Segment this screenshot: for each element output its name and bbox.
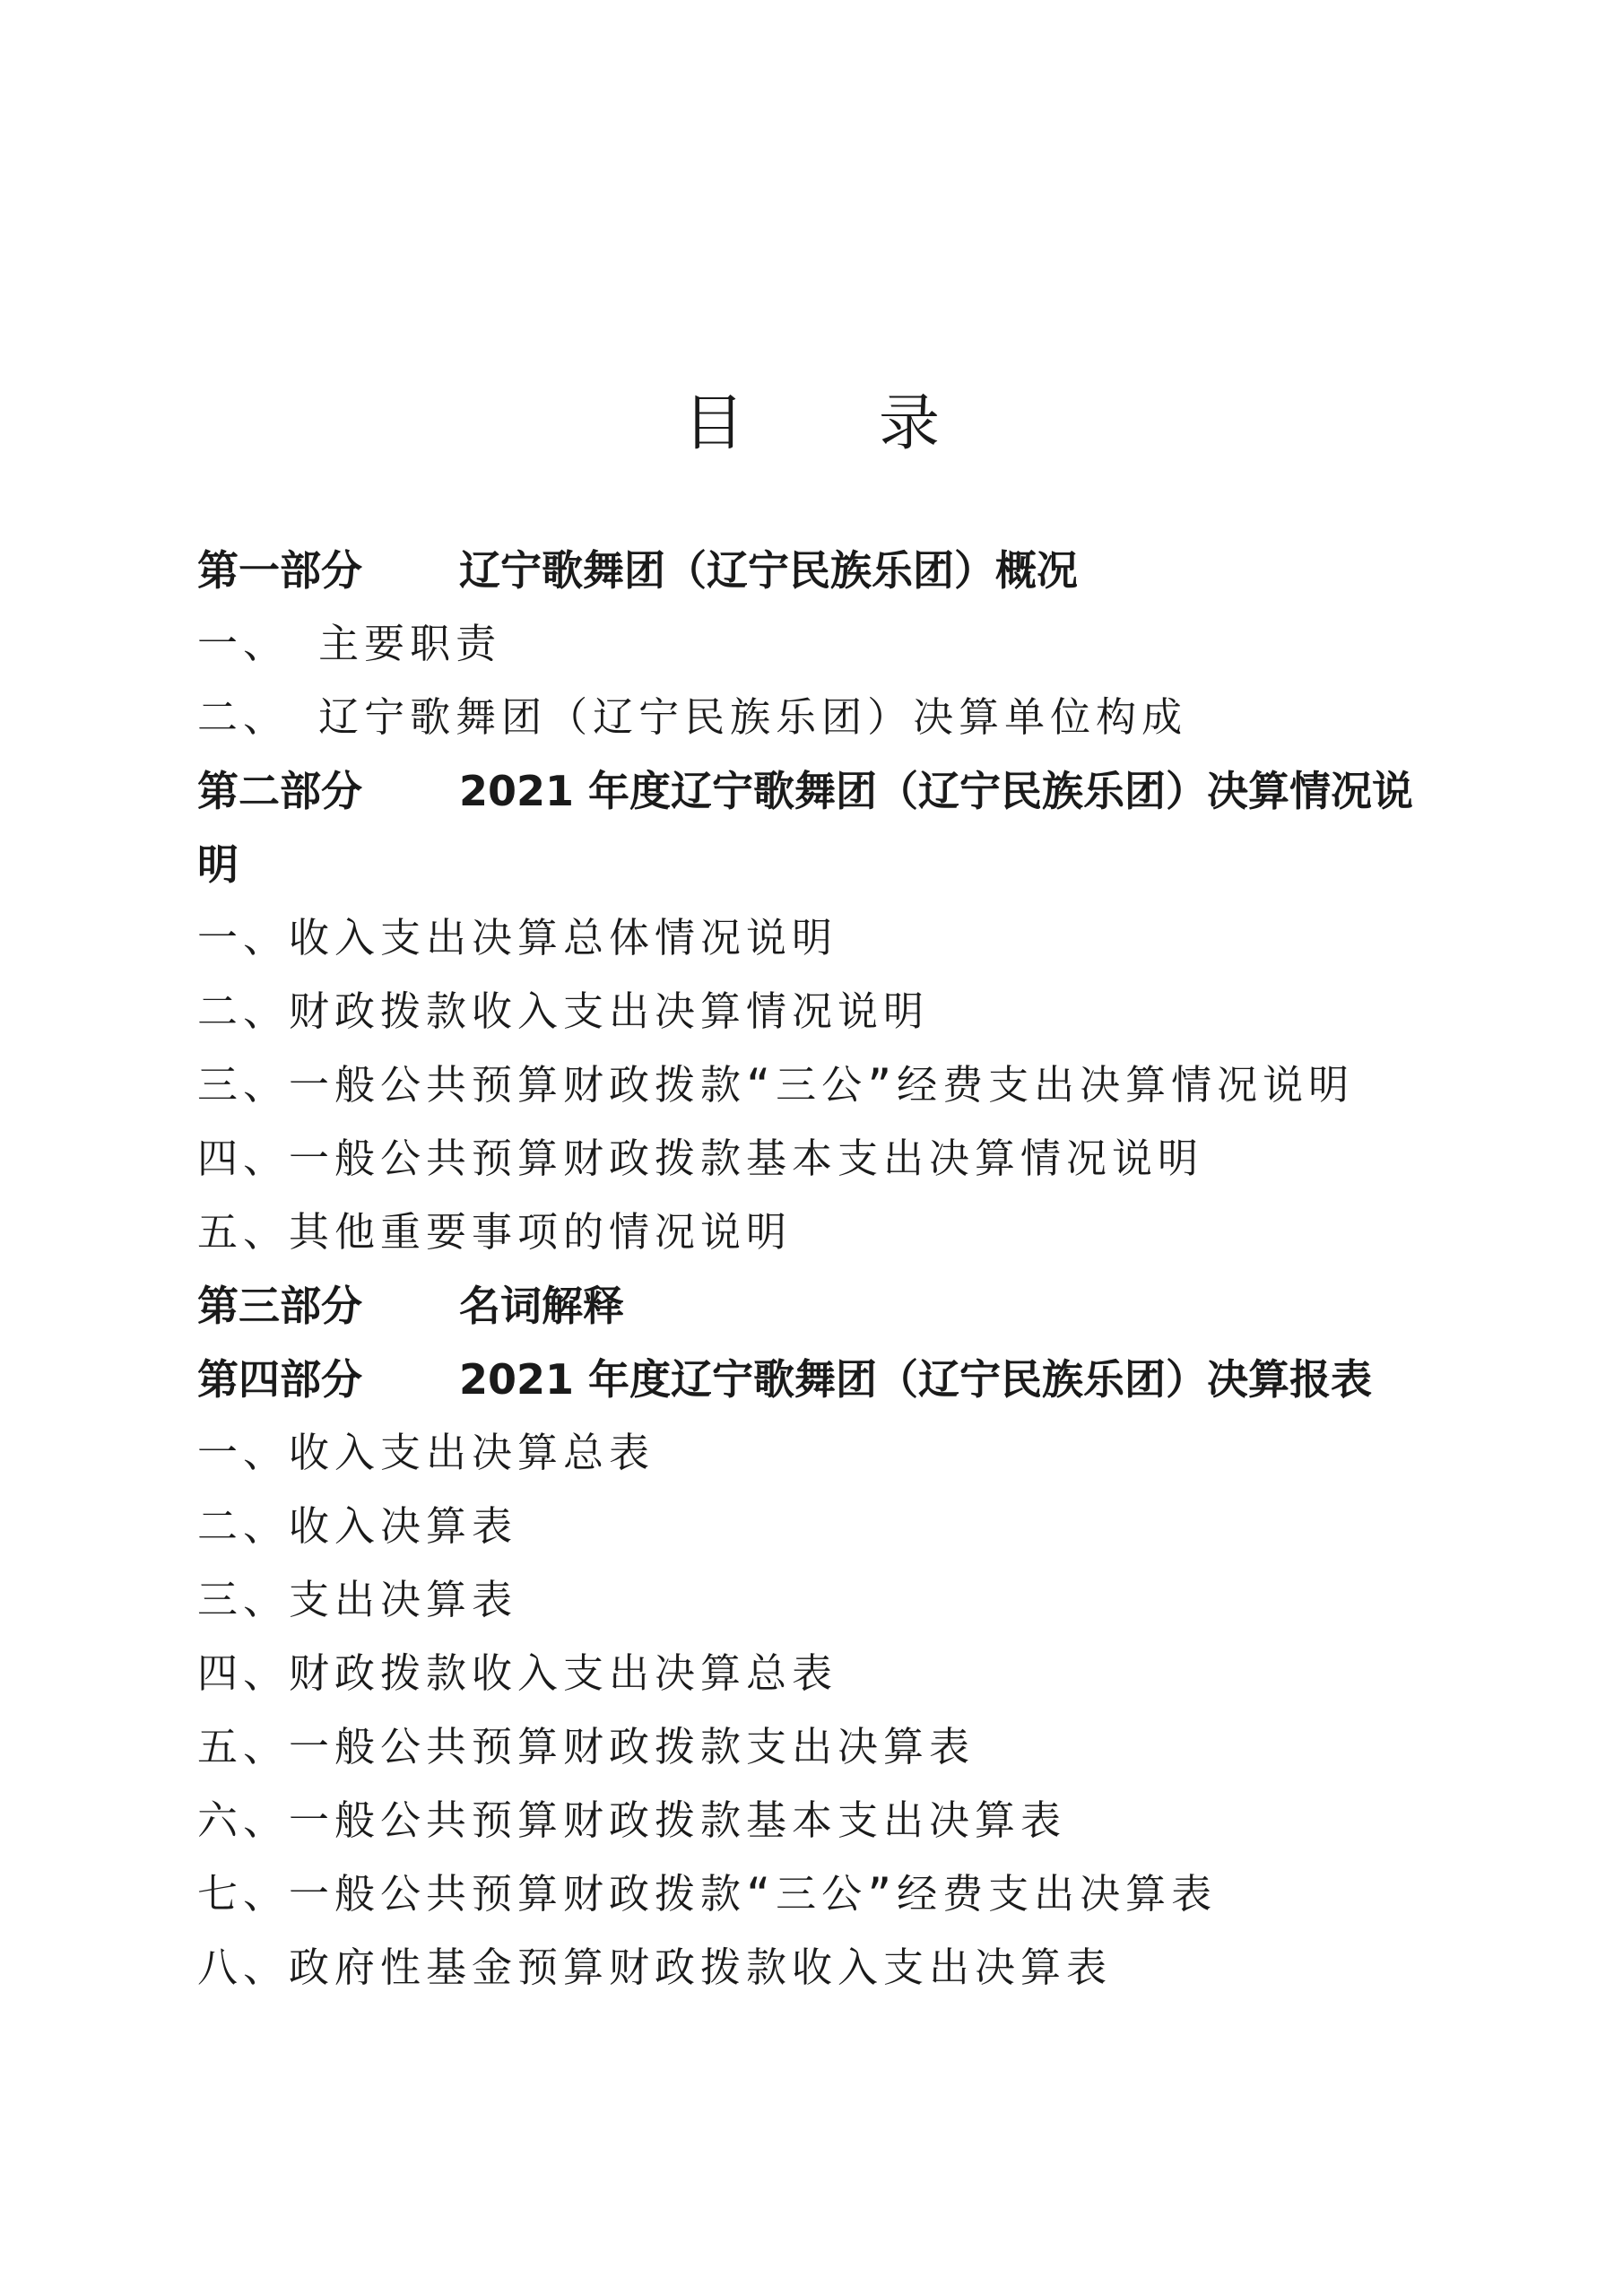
part-heading xyxy=(197,754,1435,901)
toc-part-3[interactable] xyxy=(197,1269,1453,1343)
toc-item[interactable]: 二、财政拨款收入支出决算情况说明 xyxy=(197,987,930,1035)
toc-item[interactable]: 五、其他重要事项的情况说明 xyxy=(197,1208,793,1256)
toc-item[interactable]: 三、一般公共预算财政拨款“三公”经费支出决算情况说明 xyxy=(197,1061,1355,1109)
toc-item[interactable]: 七、一般公共预算财政拨款“三公”经费支出决算表 xyxy=(197,1870,1218,1918)
table-of-contents xyxy=(197,534,1453,2005)
toc-part-2[interactable] xyxy=(197,754,1453,901)
part-title: 名词解释 xyxy=(459,1282,624,1330)
part-label: 第三部分 xyxy=(197,1282,362,1330)
part-title: 2021 年度辽宁歌舞团（辽宁民族乐团）决算报表 xyxy=(459,1355,1373,1404)
part-title: 辽宁歌舞团（辽宁民族乐团）概况 xyxy=(459,546,1078,595)
part-label: 第一部分 xyxy=(197,546,362,595)
toc-item[interactable]: 四、一般公共预算财政拨款基本支出决算情况说明 xyxy=(197,1135,1204,1182)
toc-part-1[interactable] xyxy=(197,534,1453,607)
toc-item[interactable]: 二、收入决算表 xyxy=(197,1502,518,1550)
page-title xyxy=(0,375,1623,474)
part-label: 第二部分 xyxy=(197,767,362,815)
page-title-char-1: 目 xyxy=(682,388,744,459)
toc-item[interactable]: 三、支出决算表 xyxy=(197,1576,518,1623)
toc-item[interactable]: 一、 主要职责 xyxy=(197,620,502,667)
toc-item[interactable]: 八、政府性基金预算财政拨款收入支出决算表 xyxy=(197,1944,1113,1991)
toc-part-4[interactable] xyxy=(197,1343,1453,1416)
toc-item[interactable]: 一、收入支出决算总表 xyxy=(197,1429,655,1476)
part-label: 第四部分 xyxy=(197,1355,362,1404)
toc-item[interactable]: 五、一般公共预算财政拨款支出决算表 xyxy=(197,1723,976,1770)
page-title-char-2: 录 xyxy=(879,388,941,459)
toc-item[interactable]: 六、一般公共预算财政拨款基本支出决算表 xyxy=(197,1796,1067,1844)
toc-item[interactable]: 二、 辽宁歌舞团（辽宁民族乐团）决算单位构成 xyxy=(197,693,1188,741)
toc-item[interactable]: 一、收入支出决算总体情况说明 xyxy=(197,914,838,961)
part-title: 2021 年度辽宁歌舞团（辽宁民族乐团）决算情况说明 xyxy=(197,767,1414,889)
toc-item[interactable]: 四、财政拨款收入支出决算总表 xyxy=(197,1649,838,1697)
